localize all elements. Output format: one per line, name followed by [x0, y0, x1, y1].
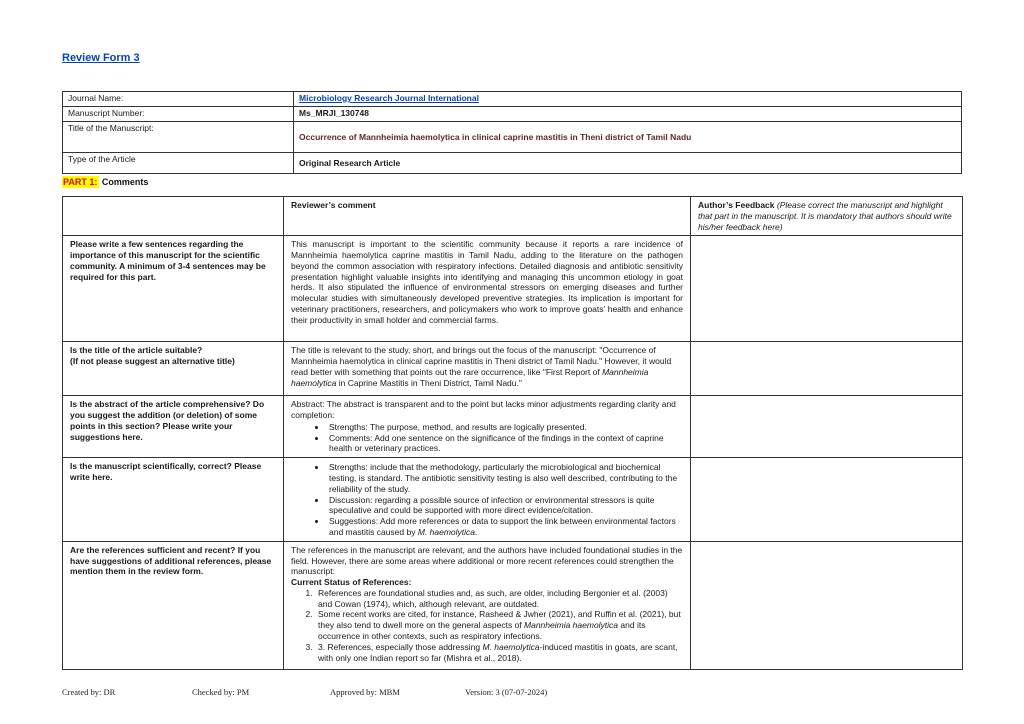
scientific-bullet-list [291, 462, 683, 537]
abstract-bullet-comments: • Comments: Add one sentence on the significance of the findings in the context of caprine health or veterinary practices. [327, 433, 683, 455]
journal-name-link[interactable]: Microbiology Research Journal International [299, 93, 479, 103]
manuscript-number-value: Ms_MRJI_130748 [294, 107, 962, 122]
suggestions-text: Suggestions: Add more references or data to support the link between environmental factors and mastitis caused by [329, 516, 676, 537]
reviewer-comment-header-label: Reviewer’s comment [291, 200, 376, 210]
question-scientific: Is the manuscript scientifically, correct? Please write here. [63, 458, 284, 541]
comment-title-text: The title is relevant to the study, short, and brings out the focus of the manuscript: "Occurrence of Mannheimia haemolytica in clinical caprine mastitis in Theni district of Tamil Nadu." However, it would read better with something that points out the rare occurrence, like "First Report of [291, 345, 672, 377]
footer-created-by: Created by: DR [62, 687, 116, 697]
question-title-line2: (If not please suggest an alternative title) [70, 356, 235, 367]
manuscript-meta-table [62, 91, 962, 174]
question-title-suitability [63, 342, 284, 396]
comment-references [284, 541, 691, 669]
article-type-label: Type of the Article [63, 153, 294, 174]
footer-version: Version: 3 (07-07-2024) [465, 687, 548, 697]
suggestions-italic: M. haemolytica [417, 526, 475, 537]
feedback-cell-references [691, 541, 963, 669]
references-subheading: Current Status of References: [291, 577, 412, 588]
comments-header-row [63, 197, 963, 236]
references-item2-italic: Mannheimia haemolytica [524, 620, 619, 631]
page-title: Review Form 3 [62, 52, 140, 64]
references-item3-italic: M. haemolytica [482, 641, 540, 652]
comments-table [62, 196, 963, 670]
feedback-cell-abstract [691, 396, 963, 458]
row-references [63, 541, 963, 669]
question-abstract: Is the abstract of the article comprehensive? Do you suggest the addition (or deletion) of some points in this section? Please write your suggestions here. [63, 396, 284, 458]
meta-row-journal [63, 92, 962, 107]
comment-title-suitability [284, 342, 691, 396]
comment-abstract [284, 396, 691, 458]
manuscript-title-label: Title of the Manuscript: [63, 122, 294, 153]
meta-row-title [63, 122, 962, 153]
question-references: Are the references sufficient and recent? If you have suggestions of additional references, please mention them in the review form. [63, 541, 284, 669]
meta-row-article-type [63, 153, 962, 174]
references-intro: The references in the manuscript are relevant, and the authors have included foundational studies in the field. However, there are some areas where additional or more recent references could strengthen the manuscript: [291, 544, 683, 577]
part1-label-highlighted: PART 1: [63, 177, 98, 187]
suggestions-text-end: . [475, 526, 478, 537]
article-type-value: Original Research Article [294, 153, 962, 174]
manuscript-title-value: Occurrence of Mannheimia haemolytica in clinical caprine mastitis in Theni district of Tamil Nadu [294, 122, 962, 153]
footer-checked-by: Checked by: PM [192, 687, 250, 697]
scientific-bullet-discussion: • Discussion: regarding a possible source of infection or environmental stressors is quite speculative and could be supported with more direct evidence/citation. [327, 495, 683, 517]
feedback-cell-importance [691, 236, 963, 342]
row-importance [63, 236, 963, 342]
comment-importance [284, 236, 691, 342]
comment-title-text-end: in Caprine Mastitis in Theni District, Tamil Nadu." [336, 377, 522, 388]
author-feedback-header-note: (Please correct the manuscript and highlight that part in the manuscript. It is mandatory that authors should write his/her feedback here) [698, 200, 952, 232]
row-title-suitability [63, 342, 963, 396]
comment-abstract-intro: Abstract: The abstract is transparent and to the point but lacks minor adjustments regarding clarity and completion: [291, 399, 676, 421]
references-item3-text: 3. References, especially those addressing [318, 641, 483, 652]
row-scientific-correctness [63, 458, 963, 541]
question-title-line1: Is the title of the article suitable? [70, 345, 203, 356]
comment-importance-text: This manuscript is important to the scientific community because it reports a rare incidence of Mannheimia haemolytica caprine mastitis in Tamil Nadu, adding to the literature on the pathogen beyond the common association with respiratory infections. Detailed diagnosis and antibiotic sensitivity presentation highlight valuable insights into identifying and managing this uncommon etiology in goat herds. It also stipulated the influence of environmental stressors on emerging diseases and further molecular studies with simultaneously developed preventive strategies. Its implication is important for veterinary practitioners, researchers, and policymakers who work to improve goats’ health and enhance their productivity in small holder and commercial farms. [291, 239, 683, 325]
references-item3-text-end: -induced mastitis in goats, are scant, with only one Indian report so far (Mishra et al., 2018). [318, 641, 678, 663]
references-item2-text: Some recent works are cited, for instance, Rasheed & Jwher (2021), and Ruffin et al. (2021), but they also tend to dwell more on the general aspects of [318, 609, 681, 631]
references-item2-text-end: and its occurrence in other contexts, such as respiratory infections. [318, 620, 646, 641]
feedback-cell-scientific [691, 458, 963, 541]
author-feedback-header-label: Author’s Feedback [698, 200, 775, 210]
author-feedback-header [691, 197, 963, 236]
scientific-bullet-suggestions [327, 516, 683, 538]
references-numbered-list [291, 588, 683, 663]
row-abstract [63, 396, 963, 458]
meta-row-manuscript-number [63, 107, 962, 122]
references-item-2 [315, 609, 683, 641]
references-item-1: 1. References are foundational studies and, as such, are older, including Bergonier et al. (2003) and Cowan (1974), which, although relevant, are outdated. [315, 588, 683, 610]
abstract-bullet-list [291, 422, 683, 454]
manuscript-number-label: Manuscript Number: [63, 107, 294, 122]
footer-approved-by: Approved by: MBM [330, 687, 400, 697]
references-item-3 [315, 642, 683, 664]
reviewer-comment-header [284, 197, 691, 236]
comment-scientific [284, 458, 691, 541]
scientific-bullet-strengths: • Strengths: include that the methodology, particularly the microbiological and biochemical testing, is standard. The antibiotic sensitivity testing is also well described, contributing to the reliability of the study. [327, 462, 683, 494]
header-empty-cell [63, 197, 284, 236]
journal-name-label: Journal Name: [63, 92, 294, 107]
question-importance: Please write a few sentences regarding the importance of this manuscript for the scientific community. A minimum of 3-4 sentences may be required for this part. [63, 236, 284, 342]
feedback-cell-title [691, 342, 963, 396]
abstract-bullet-strengths: • Strengths: The purpose, method, and results are logically presented. [327, 422, 683, 433]
comment-title-italic: Mannheimia haemolytica [291, 366, 649, 388]
part1-title: Comments [101, 177, 149, 187]
part1-heading [62, 177, 148, 187]
